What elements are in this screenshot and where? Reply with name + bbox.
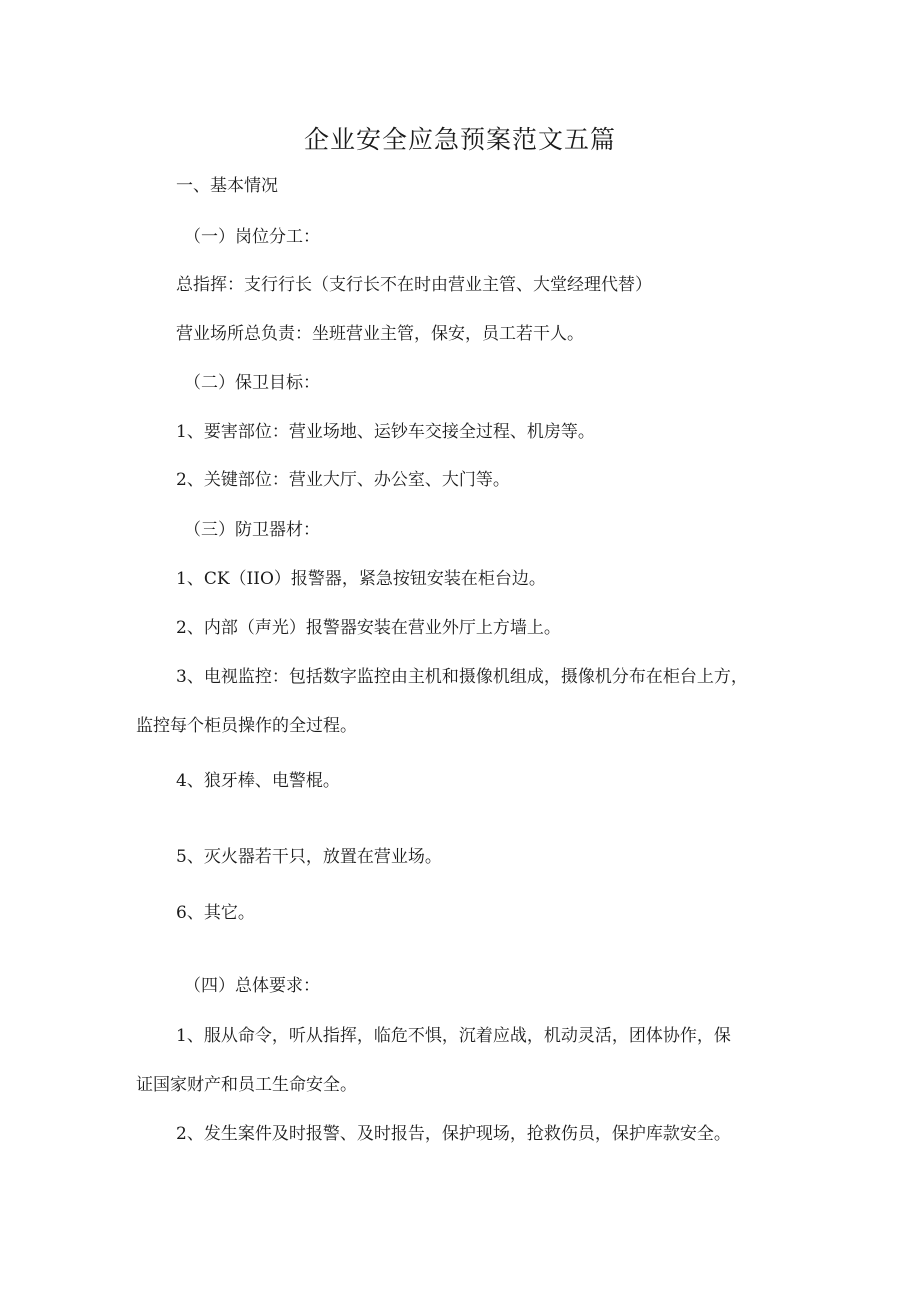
list-item-internal-alarm: 2、内部（声光）报警器安装在营业外厅上方墙上。 — [176, 618, 561, 638]
subsection-heading-equipment: （三）防卫器材： — [184, 520, 320, 540]
list-item-critical-sites: 2、关键部位：营业大厅、办公室、大门等。 — [176, 470, 510, 490]
subsection-heading-duties: （一）岗位分工： — [184, 227, 320, 247]
subsection-heading-targets: （二）保卫目标： — [184, 373, 320, 393]
list-item-report-incidents: 2、发生案件及时报警、及时报告，保护现场，抢救伤员，保护库款安全。 — [176, 1124, 731, 1144]
paragraph-site-manager: 营业场所总负责：坐班营业主管，保安，员工若干人。 — [176, 324, 584, 344]
list-item-other: 6、其它。 — [176, 903, 255, 923]
list-item-cctv-continued: 监控每个柜员操作的全过程。 — [136, 716, 357, 736]
subsection-heading-requirements: （四）总体要求： — [184, 976, 320, 996]
document-title: 企业安全应急预案范文五篇 — [303, 125, 616, 154]
list-item-obey-command-continued: 证国家财产和员工生命安全。 — [136, 1075, 357, 1095]
list-item-obey-command: 1、服从命令，听从指挥，临危不惧，沉着应战，机动灵活，团体协作，保 — [176, 1026, 731, 1046]
list-item-extinguishers: 5、灭火器若干只，放置在营业场。 — [176, 847, 442, 867]
paragraph-commander: 总指挥：支行行长（支行长不在时由营业主管、大堂经理代替） — [176, 275, 652, 295]
list-item-key-sites: 1、要害部位：营业场地、运钞车交接全过程、机房等。 — [176, 422, 595, 442]
list-item-cctv: 3、电视监控：包括数字监控由主机和摄像机组成，摄像机分布在柜台上方， — [176, 667, 748, 687]
section-heading-basic-info: 一、基本情况 — [176, 176, 278, 196]
list-item-batons: 4、狼牙棒、电警棍。 — [176, 771, 340, 791]
list-item-alarm: 1、CK（IIO）报警器，紧急按钮安装在柜台边。 — [176, 569, 546, 589]
